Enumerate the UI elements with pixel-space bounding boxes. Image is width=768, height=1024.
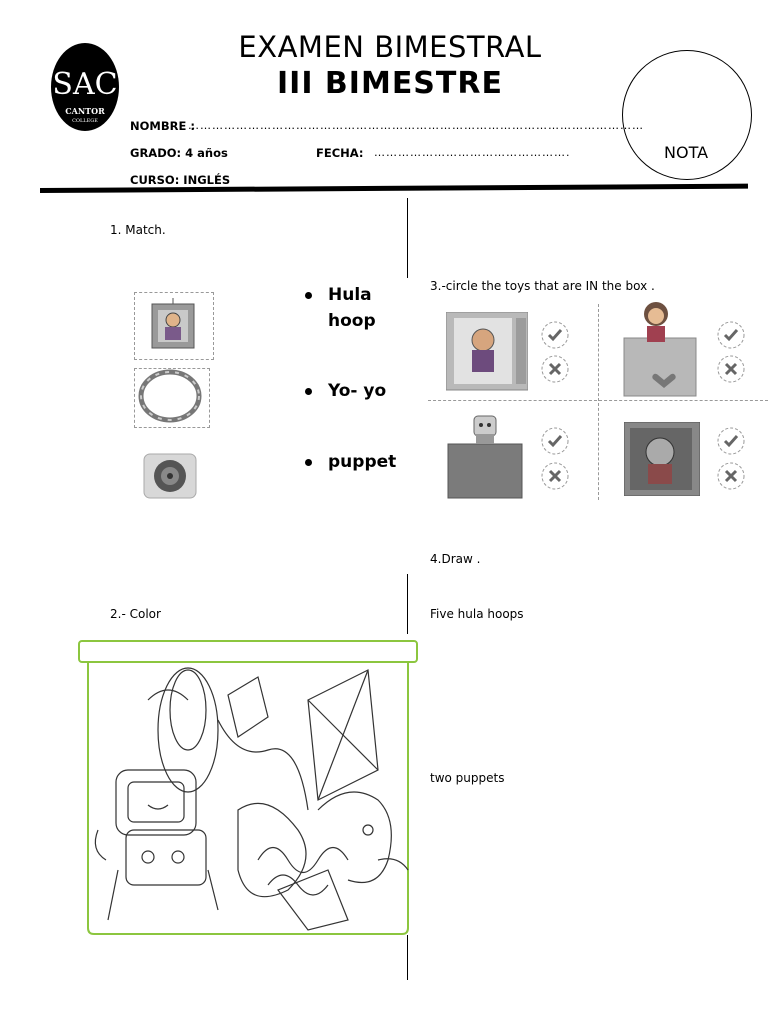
grado-label: GRADO: 4 años [130,146,228,160]
toy-box-coloring-picture[interactable] [78,640,418,942]
hula-hoop-picture[interactable] [138,368,202,430]
column-divider-top [407,198,408,278]
robot-in-box-picture [624,422,700,500]
bullet [305,292,312,299]
check-icon[interactable] [540,426,570,460]
bullet [305,388,312,395]
q1-title: 1. Match. [110,223,166,237]
logo-text: SAC [52,67,118,102]
nombre-field[interactable]: …………………………………………………………………………………………………… [188,119,644,132]
check-icon[interactable] [540,320,570,354]
check-icon[interactable] [716,426,746,460]
word-puppet[interactable]: puppet [328,452,397,472]
puppet-box-picture[interactable] [150,298,196,354]
robot-on-box-picture [446,410,526,504]
logo-sub1: CANTOR [65,106,105,116]
curso-label: CURSO: INGLÉS [130,173,231,187]
bullet [305,459,312,466]
fecha-field[interactable]: …………………………………………. [374,146,571,159]
word-hula-hoop[interactable]: Hula hoop [328,285,376,331]
column-divider-mid [407,574,408,634]
doll-in-box-picture [446,312,528,396]
q2-title: 2.- Color [110,607,161,621]
cross-icon[interactable] [716,461,746,495]
exam-subtitle: III BIMESTRE [277,66,503,101]
nombre-label: NOMBRE : [130,119,195,133]
exam-title: EXAMEN BIMESTRAL [238,30,542,64]
word-yo-yo[interactable]: Yo- yo [328,381,387,401]
doll-on-box-picture [620,300,700,402]
q3-grid-v [598,304,599,500]
cross-icon[interactable] [540,461,570,495]
logo-sub2: COLLEGE [72,118,98,124]
q4-item-puppets: two puppets [430,771,505,785]
q4-title: 4.Draw . [430,552,481,566]
cross-icon[interactable] [716,354,746,388]
fecha-label: FECHA: [316,146,364,160]
q3-title: 3.-circle the toys that are IN the box . [430,279,655,293]
nota-label: NOTA [664,143,709,162]
yo-yo-picture[interactable] [140,448,200,507]
q4-item-hula-hoops: Five hula hoops [430,607,524,621]
cross-icon[interactable] [540,354,570,388]
check-icon[interactable] [716,320,746,354]
